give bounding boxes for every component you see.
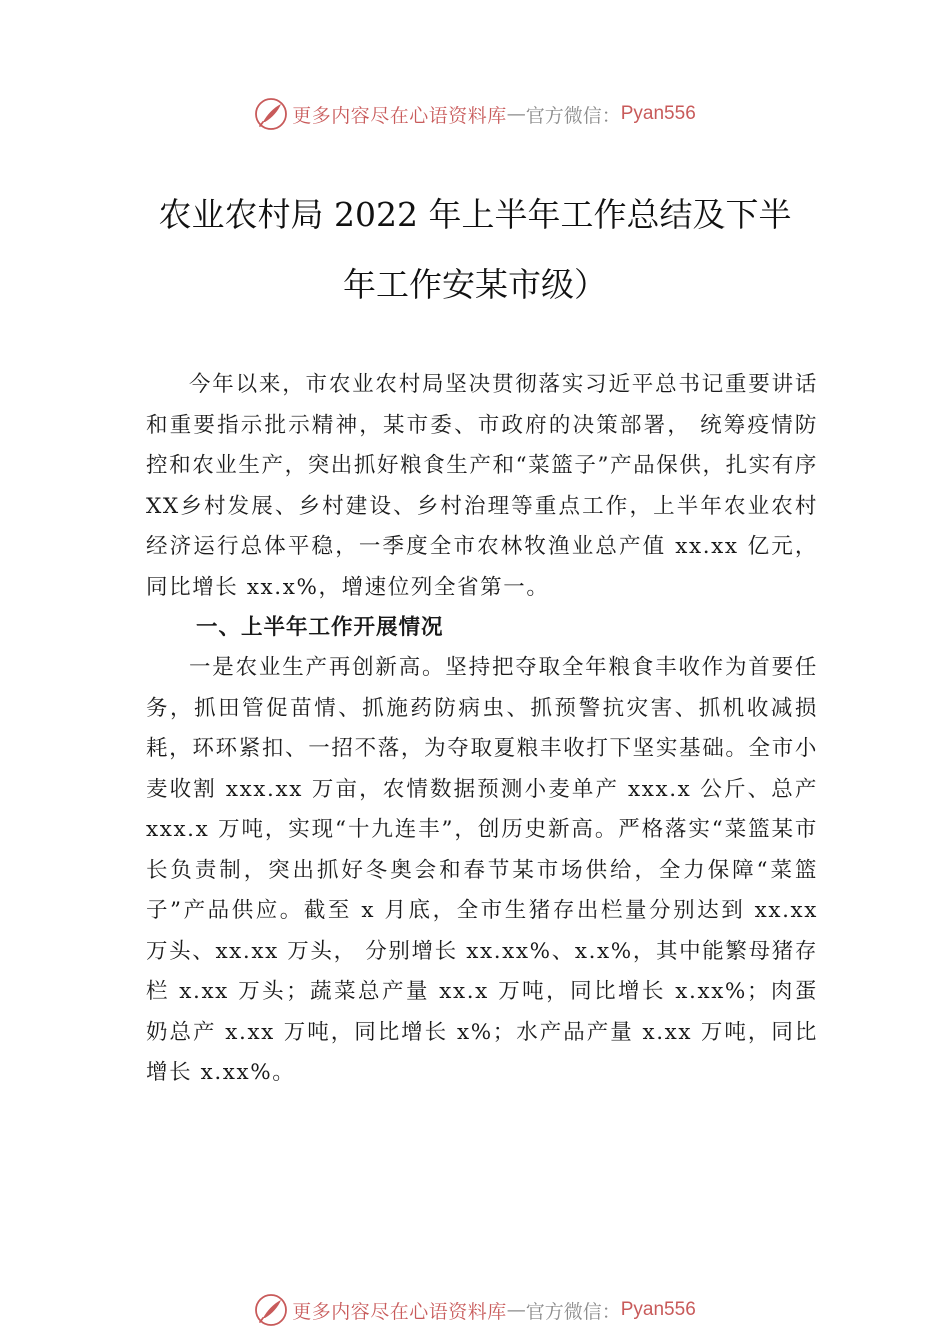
watermark-separator: — — [506, 103, 526, 125]
section-heading: 一、上半年工作开展情况 — [196, 615, 444, 640]
watermark-banner-bottom — [0, 1290, 950, 1330]
document-body — [146, 365, 818, 1094]
watermark-text: 更多内容尽在心语资料库 — [292, 1300, 507, 1323]
intro-paragraph: 今年以来，市农业农村局坚决贯彻落实习近平总书记重要讲话和重要指示批示精神，某市委、市政府的决策部署， 统筹疫情防控和农业生产，突出抓好粮食生产和“菜篮子”产品保供，扎实有序XX乡村发展、乡村建设、乡村治理等重点工作，上半年农业农村经济运行总体平稳，一季度全市农林牧渔业总产值 xx.xx 亿元，同比增长 xx.x%，增速位列全省第一。 — [146, 372, 818, 600]
watermark-suffix: 官方微信： — [525, 1300, 621, 1323]
quill-logo-icon — [254, 97, 288, 131]
watermark-separator: — — [506, 1299, 526, 1321]
watermark-banner-top — [0, 94, 950, 134]
watermark-wechat-id: Pyan556 — [620, 1299, 696, 1320]
watermark-suffix: 官方微信： — [525, 104, 621, 127]
watermark-wechat-id: Pyan556 — [620, 103, 696, 124]
document-title-line2: 年工作安某市级） — [343, 265, 607, 304]
quill-logo-icon — [254, 1293, 288, 1327]
document-title-line1: 农业农村局 2022 年上半年工作总结及下半 — [158, 195, 792, 234]
watermark-text: 更多内容尽在心语资料库 — [292, 104, 507, 127]
section-paragraph: 一是农业生产再创新高。坚持把夺取全年粮食丰收作为首要任务，抓田管促苗情、抓施药防病虫、抓预警抗灾害、抓机收减损耗，环环紧扣、一招不落，为夺取夏粮丰收打下坚实基础。全市小麦收割 xxx.xx 万亩，农情数据预测小麦单产 xxx.x 公斤、总产 xxx.x 万吨，实现“十九连丰”，创历史新高。严格落实“菜篮某市长负责制，突出抓好冬奥会和春节某市场供给，全力保障“菜篮子”产品供应。截至 x 月底，全市生猪存出栏量分别达到 xx.xx 万头、xx.xx 万头， 分别增长 xx.xx%、x.x%，其中能繁母猪存栏 x.xx 万头；蔬菜总产量 xx.x 万吨，同比增长 x.xx%；肉蛋奶总产 x.xx 万吨，同比增长 x%；水产品产量 x.xx 万吨，同比增长 x.xx%。 — [146, 655, 818, 1085]
